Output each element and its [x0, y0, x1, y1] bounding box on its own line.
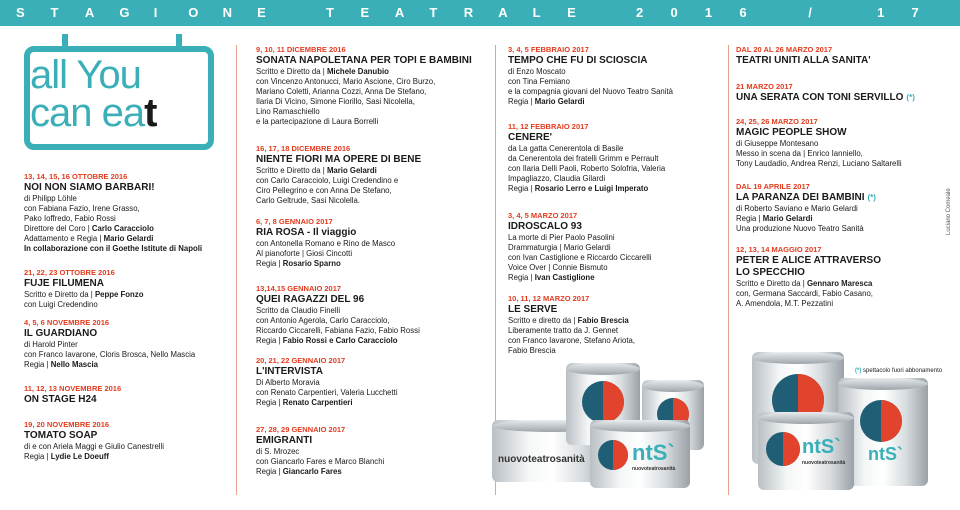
- event-detail: Scritto e Diretto da | Peppe Fonzo: [24, 290, 144, 299]
- event-detail: con Franco Iavarone, Stefano Ariota,: [508, 336, 635, 345]
- event-detail: Regia | Mario Gelardi: [508, 97, 585, 106]
- event-entry: [508, 45, 748, 107]
- event-date: 6, 7, 8 GENNAIO 2017: [256, 217, 333, 226]
- event-detail: Impagliazzo, Claudia Gilardi: [508, 174, 606, 183]
- event-detail: con, Germana Saccardi, Fabio Casano,: [736, 289, 873, 298]
- event-title: EMIGRANTI: [256, 435, 313, 446]
- event-detail: con Carlo Caracciolo, Luigi Credendino e: [256, 176, 399, 185]
- event-date: DAL 20 AL 26 MARZO 2017: [736, 45, 833, 54]
- event-detail: Drammaturgia | Mario Gelardi: [508, 243, 611, 252]
- event-entry: [736, 182, 960, 234]
- event-detail: di Harold Pinter: [24, 340, 78, 349]
- event-detail: Scritto e Diretto da | Gennaro Maresca: [736, 279, 873, 288]
- season-title-letter: 6: [739, 5, 747, 20]
- season-title-letter: T: [429, 5, 438, 20]
- brain-icon: [766, 432, 800, 466]
- event-detail: Regia | Lydie Le Doeuff: [24, 452, 109, 461]
- event-detail: Voice Over | Connie Bismuto: [508, 263, 608, 272]
- event-entry: [24, 420, 264, 462]
- event-detail: Scritto da Claudio Finelli: [256, 306, 341, 315]
- nts-logo: ntS`: [868, 444, 903, 464]
- event-title-line2: LO SPECCHIO: [736, 267, 805, 278]
- season-title-letter: S: [16, 5, 25, 20]
- can-flat: nuovoteatrosanità: [492, 420, 612, 482]
- event-entry: [736, 117, 960, 169]
- event-entry: [508, 211, 748, 283]
- event-detail: con Giancarlo Fares e Marco Blanchi: [256, 457, 385, 466]
- event-date: 13, 14, 15, 16 OTTOBRE 2016: [24, 172, 128, 181]
- can-front: ntS` nuovoteatrosanità: [590, 420, 690, 488]
- event-entry: [256, 284, 496, 346]
- off-subscription-mark: (*): [867, 193, 876, 202]
- event-detail: con Vincenzo Antonucci, Mario Ascione, Ciro Burzo,: [256, 77, 436, 86]
- event-detail: di S. Mrozec: [256, 447, 300, 456]
- event-entry: [736, 245, 960, 309]
- event-date: 9, 10, 11 DICEMBRE 2016: [256, 45, 346, 54]
- event-detail: Regia | Nello Mascia: [24, 360, 98, 369]
- event-title: TEATRI UNITI ALLA SANITA': [736, 55, 871, 66]
- season-title-letter: T: [326, 5, 334, 20]
- event-date: 11, 12, 13 NOVEMBRE 2016: [24, 384, 122, 393]
- event-detail: Fabio Brescia: [508, 346, 556, 355]
- event-title: FUJE FILUMENA: [24, 278, 104, 289]
- event-detail: con Antonella Romano e Rino de Masco: [256, 239, 396, 248]
- season-title-letter: E: [567, 5, 576, 20]
- event-detail: Regia | Renato Carpentieri: [256, 398, 353, 407]
- event-entry: [736, 82, 960, 104]
- event-title: TEMPO CHE FU DI SCIOSCIA: [508, 55, 648, 66]
- event-date: 20, 21, 22 GENNAIO 2017: [256, 356, 346, 365]
- logo-text: [30, 53, 210, 135]
- event-detail: con Ivan Castiglione e Riccardo Ciccarelli: [508, 253, 652, 262]
- event-detail: da Cenerentola dei fratelli Grimm e Perrault: [508, 154, 659, 163]
- event-detail: con Ilaria Delli Paoli, Roberto Solofria, Valeria: [508, 164, 666, 173]
- event-date: 12, 13, 14 MAGGIO 2017: [736, 245, 822, 254]
- event-detail: Di Alberto Moravia: [256, 378, 320, 387]
- event-date: 21 MARZO 2017: [736, 82, 793, 91]
- season-title-letter: R: [463, 5, 474, 20]
- event-detail: Regia | Rosario Lerro e Luigi Imperato: [508, 184, 649, 193]
- event-detail: Scritto e Diretto da | Mario Gelardi: [256, 166, 377, 175]
- logo-line1: all You: [30, 53, 141, 97]
- event-entry: [24, 384, 264, 406]
- event-title: TOMATO SOAP: [24, 430, 98, 441]
- event-title: UNA SERATA CON TONI SERVILLO (*): [736, 92, 915, 103]
- event-detail: Scritto e diretto da | Fabio Brescia: [508, 316, 629, 325]
- event-detail: Regia | Fabio Rossi e Carlo Caracciolo: [256, 336, 398, 345]
- event-date: 11, 12 FEBBRAIO 2017: [508, 122, 589, 131]
- event-entry: [736, 45, 960, 67]
- event-detail: Scritto e Diretto da | Michele Danubio: [256, 67, 389, 76]
- event-detail: Carlo Geltrude, Sasi Nicolella.: [256, 196, 361, 205]
- event-title: ON STAGE H24: [24, 394, 97, 405]
- legend: [855, 368, 942, 374]
- event-detail: con Luigi Credendino: [24, 300, 98, 309]
- event-detail: Direttore del Coro | Carlo Caracciolo: [24, 224, 154, 233]
- event-detail: con Tina Femiano: [508, 77, 570, 86]
- event-entry: [24, 268, 264, 310]
- event-detail: di Roberto Saviano e Mario Gelardi: [736, 204, 858, 213]
- season-title-letter: 0: [670, 5, 678, 20]
- season-title-letter: L: [532, 5, 541, 20]
- season-title-letter: I: [153, 5, 158, 20]
- event-entry: [508, 294, 748, 356]
- event-detail: Regia | Giancarlo Fares: [256, 467, 342, 476]
- event-entry: [24, 318, 264, 370]
- season-title-letter: A: [84, 5, 95, 20]
- season-title-letter: N: [222, 5, 233, 20]
- event-detail: La morte di Pier Paolo Pasolini: [508, 233, 615, 242]
- event-detail: di Philipp Löhle: [24, 194, 77, 203]
- event-date: 3, 4, 5 MARZO 2017: [508, 211, 578, 220]
- event-date: 4, 5, 6 NOVEMBRE 2016: [24, 318, 110, 327]
- event-date: 27, 28, 29 GENNAIO 2017: [256, 425, 346, 434]
- event-entry: [256, 144, 496, 206]
- event-title: IL GUARDIANO: [24, 328, 98, 339]
- brain-icon: [582, 381, 624, 423]
- off-subscription-mark: (*): [906, 93, 915, 102]
- event-entry: [256, 425, 496, 477]
- event-detail: e la partecipazione di Laura Borrelli: [256, 117, 379, 126]
- season-title-letter: 1: [704, 5, 713, 20]
- can-front: ntS` nuovoteatrosanità: [758, 412, 854, 490]
- event-date: 19, 20 NOVEMBRE 2016: [24, 420, 110, 429]
- event-detail: Al pianoforte | Giosi Cincotti: [256, 249, 353, 258]
- legend-mark: (*): [855, 368, 862, 374]
- event-detail: In collaborazione con il Goethe Istitute di Napoli: [24, 244, 203, 253]
- event-detail: A. Amendola, M.T. Pezzatini: [736, 299, 834, 308]
- event-title: CENERE': [508, 132, 553, 143]
- event-date: 3, 4, 5 FEBBRAIO 2017: [508, 45, 589, 54]
- event-title: NIENTE FIORI MA OPERE DI BENE: [256, 154, 422, 165]
- event-detail: Regia | Ivan Castiglione: [508, 273, 595, 282]
- event-date: 24, 25, 26 MARZO 2017: [736, 117, 818, 126]
- event-title: PETER E ALICE ATTRAVERSO: [736, 255, 882, 266]
- event-entry: [256, 45, 496, 127]
- event-date: DAL 19 APRILE 2017: [736, 182, 810, 191]
- event-detail: Adattamento e Regia | Mario Gelardi: [24, 234, 154, 243]
- event-detail: di e con Ariela Maggi e Giulio Canestrelli: [24, 442, 164, 451]
- event-detail: di Giuseppe Montesano: [736, 139, 819, 148]
- event-detail: Ciro Pellegrino e con Anna De Stefano,: [256, 186, 392, 195]
- event-detail: Una produzione Nuovo Teatro Sanità: [736, 224, 864, 233]
- event-title: QUEI RAGAZZI DEL 96: [256, 294, 365, 305]
- event-detail: con Renato Carpentieri, Valeria Lucchetti: [256, 388, 398, 397]
- event-date: 10, 11, 12 MARZO 2017: [508, 294, 590, 303]
- season-banner: [0, 0, 960, 26]
- event-detail: Ilaria Di Vicino, Simone Fiorillo, Sasi Nicolella,: [256, 97, 415, 106]
- season-title-letter: A: [394, 5, 405, 20]
- event-date: 16, 17, 18 DICEMBRE 2016: [256, 144, 351, 153]
- event-detail: Messo in scena da | Enrico Ianniello,: [736, 149, 863, 158]
- season-title-letter: E: [360, 5, 370, 20]
- event-detail: Regia | Rosario Sparno: [256, 259, 341, 268]
- event-detail: Mariano Coletti, Arianna Cozzi, Anna De Stefano,: [256, 87, 427, 96]
- event-title: RIA ROSA - Il viaggio: [256, 227, 357, 238]
- event-detail: e la compagnia giovani del Nuovo Teatro Sanità: [508, 87, 673, 96]
- season-title-letter: 7: [911, 5, 919, 20]
- event-detail: con Fabiana Fazio, Irene Grasso,: [24, 204, 140, 213]
- legend-text: spettacolo fuori abbonamento: [863, 368, 943, 374]
- event-detail: Regia | Mario Gelardi: [736, 214, 813, 223]
- event-detail: Liberamente tratto da J. Gennet: [508, 326, 619, 335]
- season-title-letter: G: [119, 5, 130, 20]
- event-detail: con Antonio Agerola, Carlo Caracciolo,: [256, 316, 390, 325]
- event-detail: Riccardo Ciccarelli, Fabiana Fazio, Fabio Rossi: [256, 326, 420, 335]
- event-title: SONATA NAPOLETANA PER TOPI E BAMBINI: [256, 55, 472, 66]
- event-detail: Tony Laudadio, Andrea Renzi, Luciano Saltarelli: [736, 159, 902, 168]
- event-title: MAGIC PEOPLE SHOW: [736, 127, 847, 138]
- season-title-letter: A: [498, 5, 508, 20]
- logo-line2: can eat: [30, 91, 157, 135]
- nts-logo: ntS`: [802, 436, 841, 458]
- brain-icon: [860, 400, 902, 442]
- season-title-letter: T: [50, 5, 59, 20]
- event-date: 21, 22, 23 OTTOBRE 2016: [24, 268, 115, 277]
- event-title: NOI NON SIAMO BARBARI!: [24, 182, 155, 193]
- event-entry: [24, 172, 264, 254]
- brain-icon: [598, 440, 628, 470]
- event-entry: [256, 356, 496, 408]
- season-title-letter: 2: [636, 5, 644, 20]
- event-detail: di Enzo Moscato: [508, 67, 566, 76]
- event-title: L'INTERVISTA: [256, 366, 324, 377]
- event-detail: con Franco Iavarone, Cloris Brosca, Nello Mascia: [24, 350, 196, 359]
- event-entry: [256, 217, 496, 269]
- season-title-letter: E: [257, 5, 266, 20]
- event-title: IDROSCALO 93: [508, 221, 582, 232]
- event-entry: [508, 122, 748, 194]
- event-date: 13,14,15 GENNAIO 2017: [256, 284, 342, 293]
- season-title-letter: O: [188, 5, 199, 20]
- event-detail: da La gatta Cenerentola di Basile: [508, 144, 624, 153]
- event-detail: Lino Ramaschiello: [256, 107, 320, 116]
- event-title: LA PARANZA DEI BAMBINI (*): [736, 192, 876, 203]
- season-title-letter: 1: [877, 5, 885, 20]
- event-title: LE SERVE: [508, 304, 558, 315]
- event-detail: Pako Ioffredo, Fabio Rossi: [24, 214, 116, 223]
- nts-logo: ntS`: [632, 440, 675, 465]
- photo-credit: Luciano Comeale: [946, 188, 952, 235]
- season-title-letter: /: [808, 5, 812, 20]
